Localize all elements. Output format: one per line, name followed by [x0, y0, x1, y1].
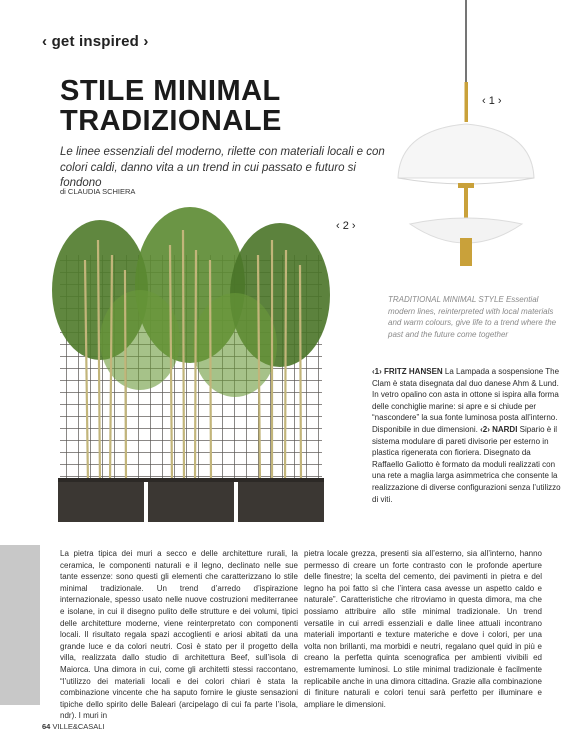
credit-1-text: La Lampada a sospensione The Clam è stata disegnata dal duo danese Ahm & Lund. In vetro opalino con asta in ottone si ispira alla forma delle conchiglie marine: si apre e si chiude per “nascondere” la sua fonte luminosa posta all’interno. Disponibile in due dimensioni.	[372, 367, 560, 434]
credit-1-brand: FRITZ HANSEN	[384, 367, 443, 376]
pendant-lamp-image	[380, 0, 550, 285]
title-line-1: STILE MINIMAL	[60, 75, 281, 107]
credit-1-tag: ‹1›	[372, 367, 382, 376]
page-edge-band	[0, 545, 40, 705]
body-column-1: La pietra tipica dei muri a secco e delle architetture rurali, la ceramica, le componenti naturali e il legno, declinato nelle sue tante essenze: sono questi gli elementi che caratterizzano lo stile minimal tradizionale. Un trend d’arredo d’ispirazione internazionale, spesso usato nelle nuove costruzioni mediterranee e isolane, in cui il disegno pulito delle strutture e dei volumi, tipici delle architetture moderne, viene reinterpretato con componenti locali. Il risultato regala spazi accoglienti e ariosi abitati da una grande luce e da colori neutri. Così è stato per il progetto della villa, realizzata dallo studio di architettura Beef, sull’isola di Maiorca. Una dimora in cui, come gli architetti stessi raccontano, “l’utilizzo dei materiali locali e dei colori chiari è stata la combinazione vincente che ha saputo fornire le giuste sensazioni tipiche dello spirito delle Baleari (arcipelago di cui fa parte l’isola, ndr). I muri in	[60, 549, 298, 721]
credit-2-brand: NARDI	[492, 424, 518, 434]
byline: di CLAUDIA SCHIERA	[60, 187, 136, 196]
article-title	[60, 76, 360, 136]
product-credits	[372, 366, 562, 505]
credit-2-tag: ‹2›	[480, 424, 490, 434]
product-marker-2: ‹ 2 ›	[336, 220, 356, 232]
body-column-2: pietra locale grezza, presenti sia all’esterno, sia all’interno, hanno permesso di creare un forte contrasto con le profonde aperture delle finestre; la scelta del cemento, dei pavimenti in pietra e del legno ha poi fatto sì che l’intera casa avesse un aspetto caldo e naturale”. Caratteristiche che ritroviamo in questa dimora, ma che possiamo attribuire allo stile minimal tradizionale. Un trend versatile in cui arredi essenziali e dalle linee attuali incontrano materiali importanti e texture materiche e dove i colori, per una volta non brillanti, ma morbidi e neutri, regalano quel quid in più e creano la perfetta quinta scenografica per ambienti vivibili ed estremamente luminosi. Lo stile minimal tradizionale è facilmente replicabile anche in una dimora cittadina. Grazie alla combinazione di finiture naturali e colori tenui sarà perfetto per illuminare e ampliare le dimensioni.	[304, 549, 542, 709]
page-folio	[42, 722, 105, 731]
page-number: 64	[42, 722, 51, 731]
title-line-2: TRADIZIONALE	[60, 105, 282, 137]
planter-partition-image	[30, 200, 350, 530]
image-caption: TRADITIONAL MINIMAL STYLE Essential modern lines, reinterpreted with local materials and warm colours, give life to a trend where the past and the future come together	[388, 295, 557, 339]
credit-2-text: Sipario è il sistema modulare di pareti divisorie per esterno in plastica rigenerata con fioriera. Disegnato da Raffaello Galiotto è formato da moduli realizzati con una rete a maglia larga asimmetrica che consente la realizzazione di diverse configurazioni senza l’utilizzo di viti.	[372, 424, 561, 504]
article-subtitle: Le linee essenziali del moderno, rilette con materiali locali e con colori caldi, danno vita a un trend in cui passato e futuro si fondono	[60, 146, 385, 189]
magazine-name: VILLE&CASALI	[52, 722, 105, 731]
section-kicker: ‹ get inspired ›	[42, 33, 149, 50]
product-marker-1: ‹ 1 ›	[482, 95, 502, 107]
